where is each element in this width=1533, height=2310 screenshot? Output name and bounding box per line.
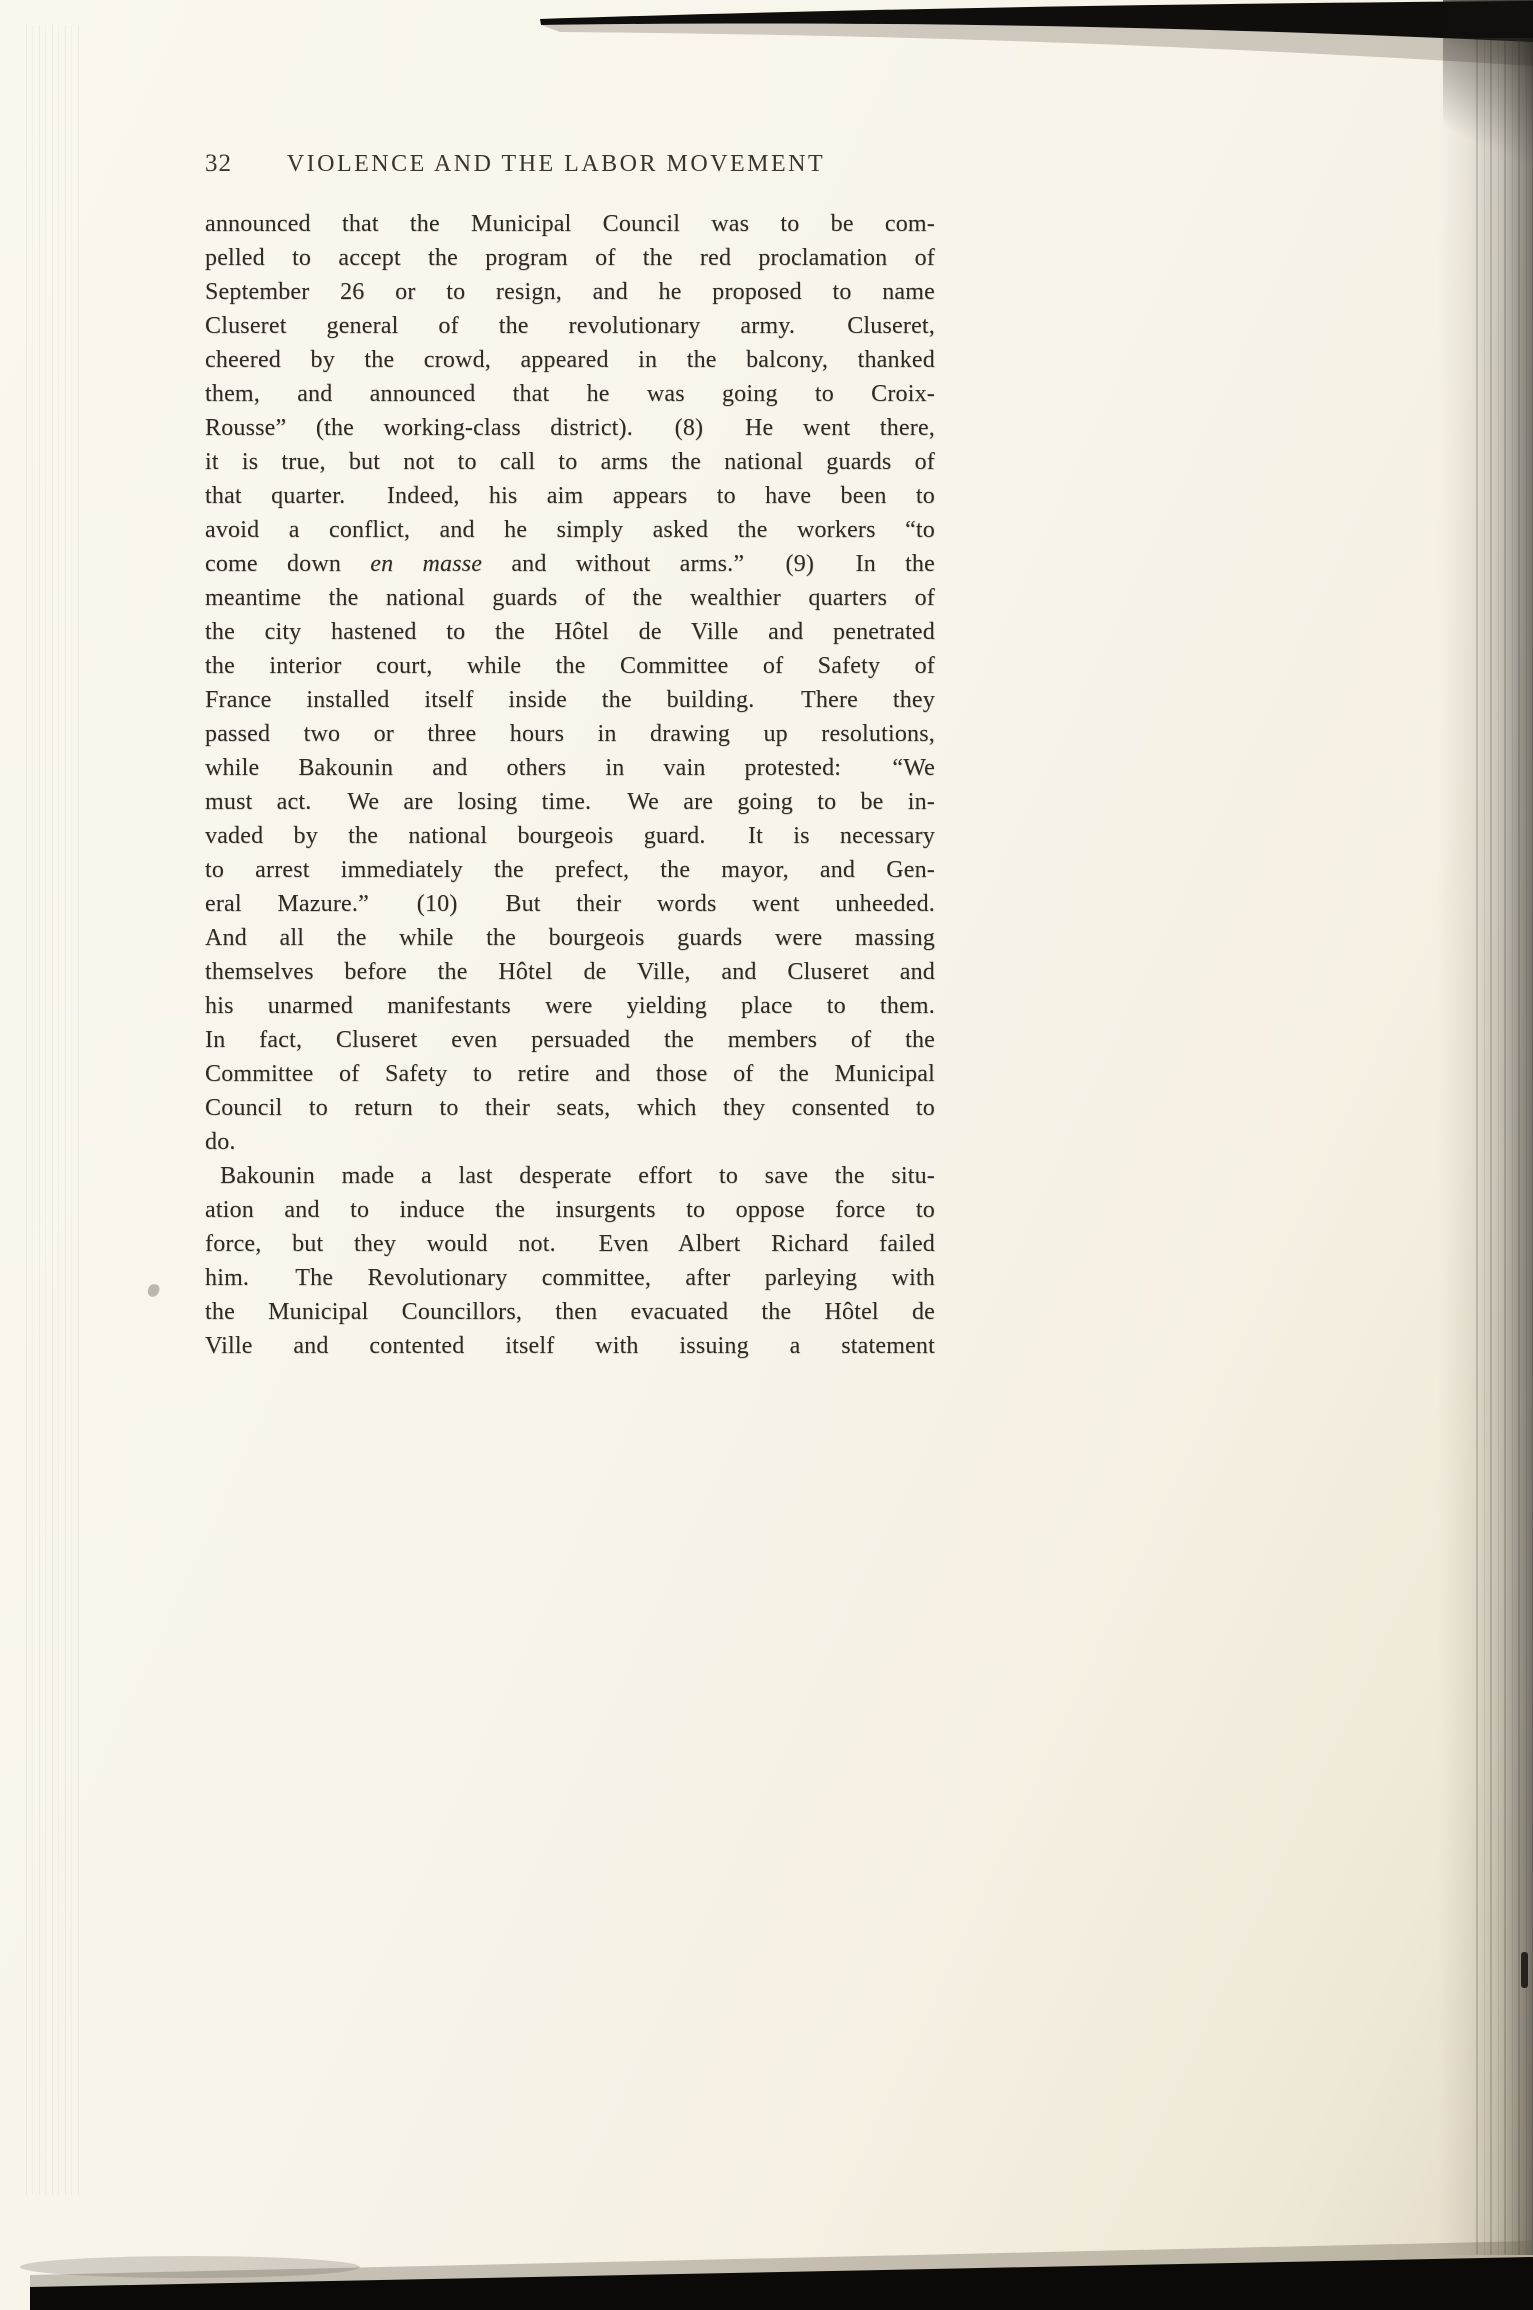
text-segment: the Municipal Councillors, then evacuated the Hôtel de <box>205 1299 935 1325</box>
scan-artifact-left-edge <box>26 25 84 2195</box>
text-line <box>205 1227 935 1261</box>
text-segment: that quarter. Indeed, his aim appears to have been to <box>205 483 935 509</box>
text-segment: it is true, but not to call to arms the national guards of <box>205 449 935 475</box>
text-line <box>205 479 935 513</box>
text-line <box>205 751 935 785</box>
text-line <box>205 1261 935 1295</box>
text-segment: passed two or three hours in drawing up resolutions, <box>205 721 935 747</box>
italic-text-segment: en masse <box>370 551 483 577</box>
text-segment: avoid a conflict, and he simply asked the workers “to <box>205 517 935 543</box>
text-segment: September 26 or to resign, and he proposed to name <box>205 279 935 305</box>
text-line <box>205 649 935 683</box>
text-line <box>205 785 935 819</box>
text-line <box>205 1125 935 1159</box>
scan-artifact-right-edge <box>1438 38 1533 2255</box>
text-segment: do. <box>205 1129 236 1155</box>
text-line <box>205 615 935 649</box>
text-segment: Council to return to their seats, which they consented to <box>205 1095 935 1121</box>
text-line <box>205 683 935 717</box>
text-segment: come down <box>205 551 371 577</box>
running-head <box>205 150 935 178</box>
text-line <box>205 921 935 955</box>
text-segment: And all the while the bourgeois guards were massing <box>205 925 935 951</box>
text-segment: Rousse” (the working-class district). (8) He went there, <box>205 415 935 441</box>
text-segment: eral Mazure.” (10) But their words went unheeded. <box>205 891 935 917</box>
text-line <box>205 513 935 547</box>
text-segment: France installed itself inside the building. There they <box>205 687 935 713</box>
text-line <box>205 955 935 989</box>
text-line <box>205 581 935 615</box>
page-number: 32 <box>205 150 232 177</box>
text-segment: them, and announced that he was going to Croix- <box>205 381 935 407</box>
text-segment: Ville and contented itself with issuing a statement <box>205 1333 935 1359</box>
text-line <box>205 445 935 479</box>
running-header-title: VIOLENCE AND THE LABOR MOVEMENT <box>286 151 826 177</box>
text-segment: In fact, Cluseret even persuaded the members of the <box>205 1027 935 1053</box>
text-segment: must act. We are losing time. We are going to be in- <box>205 789 935 815</box>
text-segment: ation and to induce the insurgents to oppose force to <box>205 1197 935 1223</box>
text-segment: meantime the national guards of the wealthier quarters of <box>205 585 935 611</box>
text-segment: announced that the Municipal Council was to be com- <box>205 211 935 237</box>
text-segment: Bakounin made a last desperate effort to save the situ- <box>220 1163 935 1189</box>
text-line <box>205 377 935 411</box>
text-line <box>205 989 935 1023</box>
text-line <box>205 343 935 377</box>
text-segment: pelled to accept the program of the red proclamation of <box>205 245 935 271</box>
text-segment: and without arms.” (9) In the <box>482 551 935 577</box>
scan-artifact-bottom-edge <box>0 2215 1533 2310</box>
text-segment: the interior court, while the Committee of Safety of <box>205 653 935 679</box>
text-line <box>205 717 935 751</box>
text-segment: him. The Revolutionary committee, after parleying with <box>205 1265 935 1291</box>
paragraph <box>205 207 935 1159</box>
text-line <box>205 275 935 309</box>
text-line <box>205 1057 935 1091</box>
text-segment: Cluseret general of the revolutionary army. Cluseret, <box>205 313 935 339</box>
text-segment: cheered by the crowd, appeared in the balcony, thanked <box>205 347 935 373</box>
text-line <box>205 1023 935 1057</box>
text-line <box>205 207 935 241</box>
text-line <box>205 853 935 887</box>
text-line <box>205 411 935 445</box>
text-segment: Committee of Safety to retire and those of the Municipal <box>205 1061 935 1087</box>
text-line <box>205 309 935 343</box>
text-line <box>205 547 935 581</box>
text-line <box>205 1295 935 1329</box>
text-segment: themselves before the Hôtel de Ville, and Cluseret and <box>205 959 935 985</box>
page-body-text <box>205 207 935 1363</box>
paragraph <box>205 1159 935 1363</box>
text-line <box>205 887 935 921</box>
text-segment: to arrest immediately the prefect, the mayor, and Gen- <box>205 857 935 883</box>
text-line <box>205 241 935 275</box>
text-line <box>205 819 935 853</box>
text-segment: his unarmed manifestants were yielding place to them. <box>205 993 935 1019</box>
text-line <box>205 1193 935 1227</box>
text-segment: while Bakounin and others in vain protested: “We <box>205 755 935 781</box>
scan-artifact-top-edge <box>0 0 1533 90</box>
text-line <box>205 1329 935 1363</box>
scan-smudge <box>146 1283 160 1299</box>
text-segment: vaded by the national bourgeois guard. It is necessary <box>205 823 935 849</box>
text-segment: the city hastened to the Hôtel de Ville and penetrated <box>205 619 935 645</box>
text-line <box>205 1091 935 1125</box>
text-line <box>205 1159 935 1193</box>
scan-mark-right-edge <box>1521 1952 1528 1988</box>
text-segment: force, but they would not. Even Albert Richard failed <box>205 1231 935 1257</box>
